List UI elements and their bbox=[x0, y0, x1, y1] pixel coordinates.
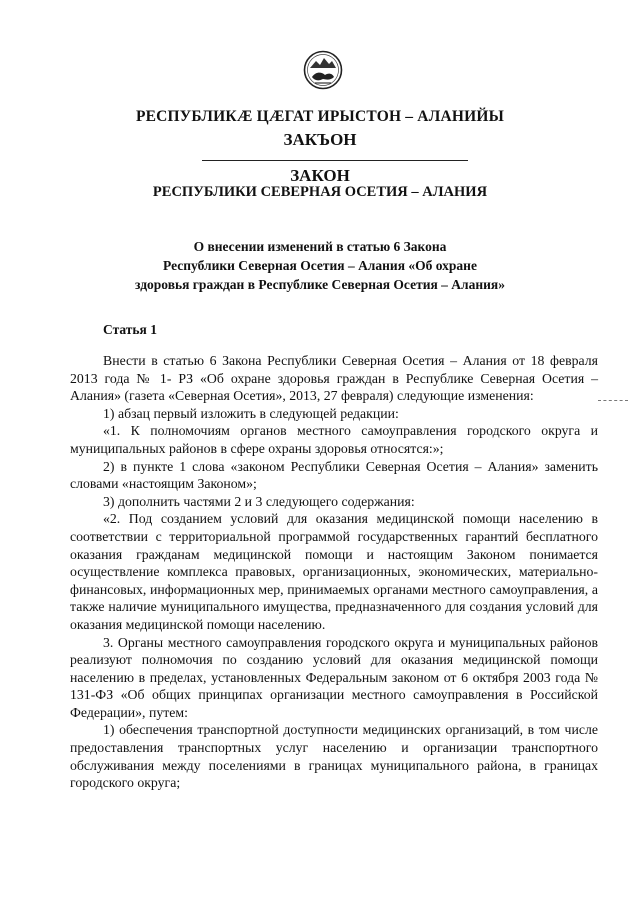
article-heading: Статья 1 bbox=[103, 322, 157, 337]
paragraph: 1) обеспечения транспортной доступности медицинских организаций, в том числе предоставления транспортных услуг населению и организации транспортного обслуживания между поселениями в границах муниципального района, в границах городского округа; bbox=[70, 722, 598, 791]
paragraph: 2) в пункте 1 слова «законом Республики Северная Осетия – Алания» заменить словами «настоящим Законом»; bbox=[70, 458, 598, 492]
republic-russian-heading: РЕСПУБЛИКИ СЕВЕРНАЯ ОСЕТИЯ – АЛАНИЯ bbox=[152, 184, 488, 200]
paragraph: 3) дополнить частями 2 и 3 следующего содержания: bbox=[103, 493, 415, 509]
document-title bbox=[0, 237, 640, 294]
law-russian-heading: ЗАКОН bbox=[290, 166, 350, 185]
title-line: Республики Северная Осетия – Алания «Об охране bbox=[163, 258, 477, 273]
scan-artifact-line bbox=[598, 400, 628, 401]
paragraph: Внести в статью 6 Закона Республики Северная Осетия – Алания от 18 февраля 2013 года № 1- РЗ «Об охране здоровья граждан в Республике Северная Осетия – Алания» (газета «Северная Осетия», 2013, 27 февраля) следующие изменения: bbox=[70, 353, 598, 404]
law-ossetian-heading: ЗАКЪОН bbox=[283, 130, 357, 149]
header-divider bbox=[202, 160, 468, 161]
paragraph: 1) абзац первый изложить в следующей редакции: bbox=[103, 405, 399, 421]
article-body bbox=[70, 352, 598, 792]
paragraph: «1. К полномочиям органов местного самоуправления городского округа и муниципальных районов в сфере охраны здоровья относятся:»; bbox=[70, 423, 598, 456]
coat-of-arms-icon bbox=[303, 50, 343, 90]
paragraph: «2. Под созданием условий для оказания медицинской помощи населению в соответствии с территориальной программой государственных гарантий бесплатного оказания гражданам медицинской помощи и настоящим Законом понимается осуществление комплекса правовых, организационных, экономических, материально-финансовых, информационных мер, принимаемых органами местного самоуправления, а также наличие муниципального имущества, предназначенного для создания условий для оказания медицинской помощи населению. bbox=[70, 511, 598, 632]
title-line: О внесении изменений в статью 6 Закона bbox=[193, 239, 447, 254]
paragraph: 3. Органы местного самоуправления городского округа и муниципальных районов реализуют полномочия по созданию условий для оказания медицинской помощи населению в пределах, установленных Федеральным законом от 6 октября 2003 года № 131-ФЗ «Об общих принципах организации местного самоуправления в Российской Федерации», путем: bbox=[70, 634, 598, 720]
republic-ossetian-heading: РЕСПУБЛИКÆ ЦÆГАТ ИРЫСТОН – АЛАНИЙЫ bbox=[135, 108, 505, 125]
title-line: здоровья граждан в Республике Северная Осетия – Алания» bbox=[135, 277, 505, 292]
